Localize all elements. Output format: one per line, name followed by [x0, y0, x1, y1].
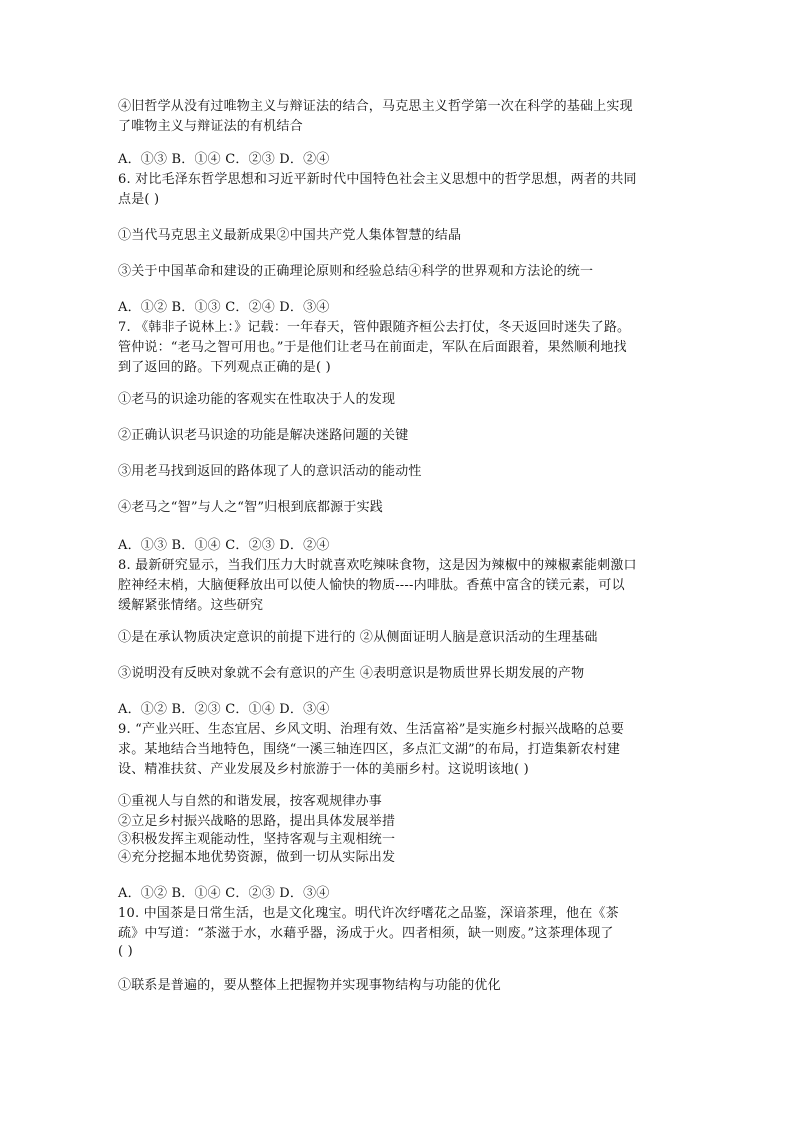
answer-options: A．①③ B．①④ C．②③ D．②④	[118, 152, 330, 167]
answer-options: A．①② B．②③ C．①④ D．③④	[118, 702, 330, 717]
text-line: ①当代马克思主义最新成果②中国共产党人集体智慧的结晶	[118, 228, 462, 243]
text-line: ④旧哲学从没有过唯物主义与辩证法的结合，马克思主义哲学第一次在科学的基础上实现	[118, 99, 633, 114]
text-line: ③积极发挥主观能动性，坚持客观与主观相统一	[118, 832, 396, 847]
text-line: 腔神经末梢，大脑便释放出可以使人愉快的物质----内啡肽。香蕉中富含的镁元素，可以	[118, 578, 625, 593]
text-line: 点是( )	[118, 192, 160, 207]
text-line: ①老马的识途功能的客观实在性取决于人的发现	[118, 392, 396, 407]
question-10: 10. 中国茶是日常生活，也是文化瑰宝。明代许次纾嗜花之品鉴，深谙茶理，他在《茶	[118, 906, 619, 921]
text-line: ③用老马找到返回的路体现了人的意识活动的能动性	[118, 464, 422, 479]
question-8: 8. 最新研究显示，当我们压力大时就喜欢吃辣味食物，这是因为辣椒中的辣椒素能刺激口	[118, 558, 637, 573]
text-line: 到了返回的路。下列观点正确的是( )	[118, 360, 331, 375]
text-line: ②正确认识老马识途的功能是解决迷路问题的关键	[118, 428, 409, 443]
text-line: 了唯物主义与辩证法的有机结合	[118, 119, 303, 134]
text-line: 缓解紧张情绪。这些研究	[118, 598, 264, 613]
question-7: 7. 《韩非子说林上：》记载：一年春天，管仲跟随齐桓公去打仗，冬天返回时迷失了路。	[118, 320, 631, 335]
text-line: ①重视人与自然的和谐发展，按客观规律办事	[118, 794, 383, 809]
text-line: 设、精准扶贫、产业发展及乡村旅游于一体的美丽乡村。这说明该地( )	[118, 762, 529, 777]
text-line: ③关于中国革命和建设的正确理论原则和经验总结④科学的世界观和方法论的统一	[118, 264, 594, 279]
text-line: ④老马之“智”与人之“智”归根到底都源于实践	[118, 500, 383, 515]
text-line: ①是在承认物质决定意识的前提下进行的 ②从侧面证明人脑是意识活动的生理基础	[118, 630, 598, 645]
question-6: 6. 对比毛泽东哲学思想和习近平新时代中国特色社会主义思想中的哲学思想，两者的共同	[118, 172, 637, 187]
text-line: 求。某地结合当地特色，围绕“一溪三轴连四区，多点汇文湖”的布局，打造集新农村建	[118, 742, 621, 757]
text-line: 管仲说：“老马之智可用也。”于是他们让老马在前面走，军队在后面跟着，果然顺利地找	[118, 340, 627, 355]
text-line: ( )	[118, 944, 133, 959]
question-9: 9. “产业兴旺、生态宜居、乡风文明、治理有效、生活富裕”是实施乡村振兴战略的总要	[118, 722, 625, 737]
text-line: ④充分挖掘本地优势资源，做到一切从实际出发	[118, 850, 396, 865]
text-line: ②立足乡村振兴战略的思路，提出具体发展举措	[118, 814, 396, 829]
text-line: ①联系是普遍的，要从整体上把握物并实现事物结构与功能的优化	[118, 978, 501, 993]
text-line: 疏》中写道：“茶滋于水，水藉乎器，汤成于火。四者相须，缺一则废。”这茶理体现了	[118, 926, 614, 941]
text-line: ③说明没有反映对象就不会有意识的产生 ④表明意识是物质世界长期发展的产物	[118, 666, 585, 681]
answer-options: A．①② B．①④ C．②③ D．③④	[118, 886, 330, 901]
answer-options: A．①③ B．①④ C．②③ D．②④	[118, 538, 330, 553]
answer-options: A．①② B．①③ C．②④ D．③④	[118, 300, 330, 315]
